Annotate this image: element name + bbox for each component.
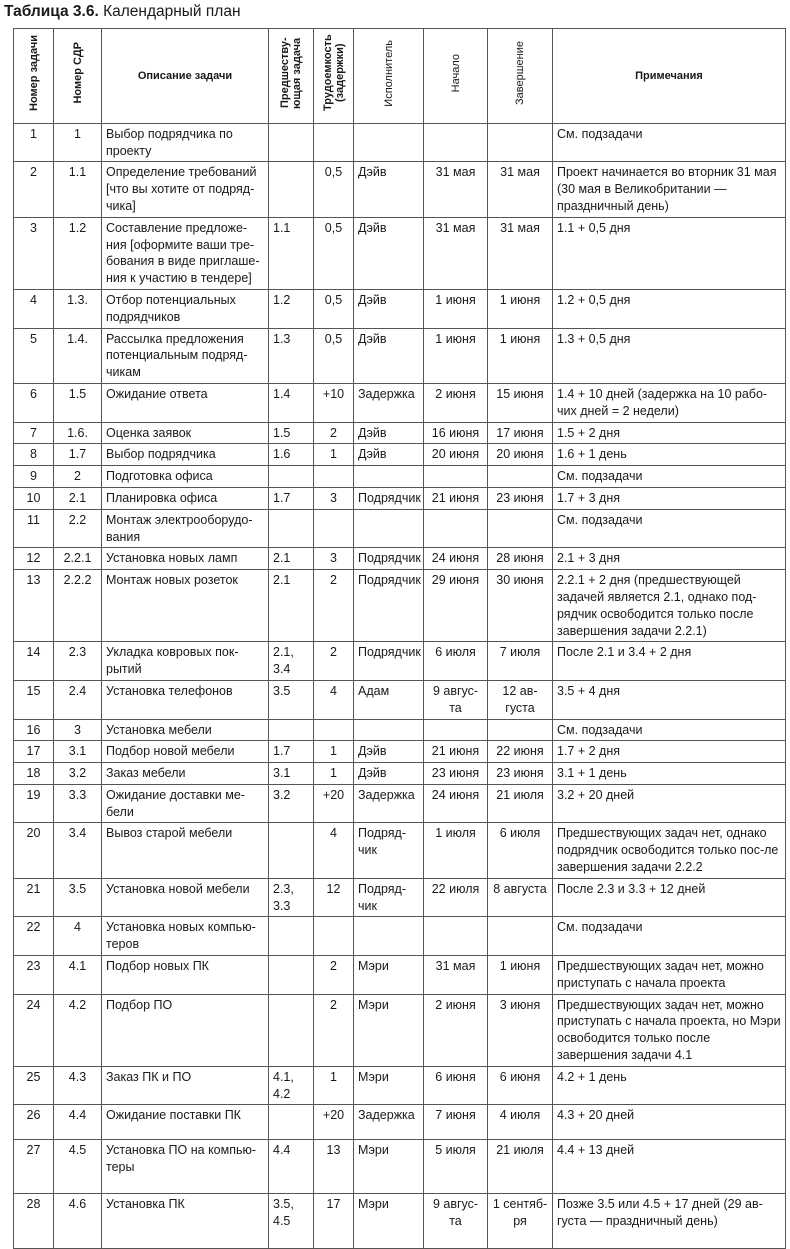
cell-description: Установка новой мебели [102,878,269,917]
cell-assignee [354,123,424,162]
cell-assignee: Подрядчик [354,487,424,509]
cell-wbs-no: 4.6 [54,1194,102,1249]
cell-description: Установка ПК [102,1194,269,1249]
cell-start [424,917,488,956]
cell-finish: 1 июня [488,289,553,328]
table-row [14,1066,786,1105]
cell-start: 16 июня [424,422,488,444]
cell-start: 31 мая [424,162,488,217]
cell-predecessor [269,509,314,548]
cell-description: Укладка ковровых пок-рытий [102,642,269,681]
cell-start: 23 июня [424,763,488,785]
cell-assignee: Дэйв [354,741,424,763]
cell-notes: 2.2.1 + 2 дня (предшествующей задачей является 2.1, однако под-рядчик освободится только после завершения задачи 2.2.1) [553,570,786,642]
cell-effort: 4 [314,823,354,878]
cell-predecessor: 1.6 [269,444,314,466]
cell-notes: Предшествующих задач нет, можно приступать с начала проекта, но Мэри освободится только после завершения задачи 4.1 [553,994,786,1066]
cell-effort: +20 [314,784,354,823]
cell-notes: После 2.3 и 3.3 + 12 дней [553,878,786,917]
cell-predecessor: 1.1 [269,217,314,289]
cell-predecessor: 1.4 [269,383,314,422]
cell-finish: 23 июня [488,763,553,785]
cell-start: 31 мая [424,956,488,995]
cell-start [424,466,488,488]
cell-start [424,509,488,548]
cell-task-no: 10 [14,487,54,509]
cell-effort: 1 [314,763,354,785]
cell-assignee: Мэри [354,1140,424,1194]
cell-predecessor: 2.3, 3.3 [269,878,314,917]
cell-notes: 1.7 + 3 дня [553,487,786,509]
cell-description: Установка мебели [102,719,269,741]
table-row [14,217,786,289]
cell-start [424,123,488,162]
cell-task-no: 28 [14,1194,54,1249]
cell-description: Подготовка офиса [102,466,269,488]
cell-effort: 2 [314,422,354,444]
cell-start: 1 июня [424,289,488,328]
cell-assignee: Дэйв [354,444,424,466]
cell-description: Установка новых ламп [102,548,269,570]
cell-finish: 15 июня [488,383,553,422]
cell-effort: 1 [314,1066,354,1105]
col-header-assignee: Исполнитель [354,29,424,124]
table-row [14,784,786,823]
table-row [14,680,786,719]
cell-finish: 8 августа [488,878,553,917]
cell-task-no: 11 [14,509,54,548]
cell-predecessor [269,994,314,1066]
cell-notes: 1.3 + 0,5 дня [553,328,786,383]
cell-wbs-no: 4.4 [54,1105,102,1140]
cell-wbs-no: 3.2 [54,763,102,785]
cell-wbs-no: 1.4. [54,328,102,383]
cell-task-no: 4 [14,289,54,328]
table-row [14,1140,786,1194]
cell-task-no: 14 [14,642,54,681]
cell-description: Заказ мебели [102,763,269,785]
cell-wbs-no: 3.1 [54,741,102,763]
table-row [14,1105,786,1140]
cell-start: 7 июня [424,1105,488,1140]
cell-effort: 3 [314,487,354,509]
cell-start: 24 июня [424,548,488,570]
cell-wbs-no: 4.5 [54,1140,102,1194]
cell-wbs-no: 1.6. [54,422,102,444]
cell-task-no: 6 [14,383,54,422]
cell-finish: 1 июня [488,328,553,383]
table-row [14,642,786,681]
cell-description: Выбор подрядчика по проекту [102,123,269,162]
cell-wbs-no: 2.2.1 [54,548,102,570]
cell-wbs-no: 2.1 [54,487,102,509]
cell-start: 29 июня [424,570,488,642]
cell-finish: 22 июня [488,741,553,763]
cell-wbs-no: 1.7 [54,444,102,466]
cell-effort: 0,5 [314,162,354,217]
cell-effort: 0,5 [314,289,354,328]
table-row [14,466,786,488]
cell-finish [488,719,553,741]
table-row [14,328,786,383]
cell-start: 2 июня [424,994,488,1066]
cell-finish: 20 июня [488,444,553,466]
table-row [14,162,786,217]
cell-description: Ожидание поставки ПК [102,1105,269,1140]
cell-predecessor [269,823,314,878]
cell-assignee: Дэйв [354,217,424,289]
cell-notes: 3.5 + 4 дня [553,680,786,719]
cell-predecessor [269,719,314,741]
col-header-predecessor: Предшеству-ющая задача [269,29,314,124]
cell-assignee: Задержка [354,784,424,823]
cell-effort [314,917,354,956]
cell-start: 9 авгус-та [424,1194,488,1249]
cell-finish [488,466,553,488]
cell-assignee: Дэйв [354,328,424,383]
cell-finish [488,123,553,162]
cell-notes: 4.2 + 1 день [553,1066,786,1105]
table-row [14,123,786,162]
cell-predecessor: 2.1 [269,570,314,642]
schedule-table [13,28,786,1249]
cell-assignee: Подрядчик [354,570,424,642]
cell-task-no: 27 [14,1140,54,1194]
cell-wbs-no: 4.2 [54,994,102,1066]
cell-notes: Предшествующих задач нет, можно приступать с начала проекта [553,956,786,995]
cell-notes: 2.1 + 3 дня [553,548,786,570]
cell-start: 24 июня [424,784,488,823]
cell-effort: 17 [314,1194,354,1249]
cell-predecessor: 3.5, 4.5 [269,1194,314,1249]
cell-predecessor [269,162,314,217]
cell-assignee: Подрядчик [354,548,424,570]
cell-description: Определение требований [что вы хотите от подряд-чика] [102,162,269,217]
cell-description: Ожидание доставки ме-бели [102,784,269,823]
cell-notes: 1.1 + 0,5 дня [553,217,786,289]
cell-notes: 1.2 + 0,5 дня [553,289,786,328]
cell-notes: 1.5 + 2 дня [553,422,786,444]
cell-description: Установка телефонов [102,680,269,719]
cell-effort: 12 [314,878,354,917]
cell-task-no: 5 [14,328,54,383]
col-header-start: Начало [424,29,488,124]
cell-predecessor: 1.7 [269,487,314,509]
cell-assignee: Подряд-чик [354,823,424,878]
cell-effort: +10 [314,383,354,422]
cell-wbs-no: 3 [54,719,102,741]
cell-assignee: Мэри [354,1066,424,1105]
cell-wbs-no: 3.3 [54,784,102,823]
cell-assignee: Мэри [354,994,424,1066]
cell-task-no: 15 [14,680,54,719]
cell-description: Подбор новой мебели [102,741,269,763]
cell-effort: 2 [314,994,354,1066]
cell-description: Монтаж электрооборудо-вания [102,509,269,548]
table-row [14,487,786,509]
cell-task-no: 7 [14,422,54,444]
table-row [14,956,786,995]
cell-notes: 3.1 + 1 день [553,763,786,785]
cell-predecessor [269,466,314,488]
cell-wbs-no: 2.2.2 [54,570,102,642]
cell-assignee: Дэйв [354,422,424,444]
cell-notes: Позже 3.5 или 4.5 + 17 дней (29 ав-густа — праздничный день) [553,1194,786,1249]
cell-task-no: 2 [14,162,54,217]
cell-notes: См. подзадачи [553,917,786,956]
cell-assignee: Дэйв [354,763,424,785]
cell-task-no: 12 [14,548,54,570]
cell-finish: 28 июня [488,548,553,570]
cell-notes: См. подзадачи [553,719,786,741]
cell-notes: 1.4 + 10 дней (задержка на 10 рабо-чих дней = 2 недели) [553,383,786,422]
table-caption [4,2,241,22]
cell-task-no: 19 [14,784,54,823]
cell-effort: 3 [314,548,354,570]
header-row [14,29,786,124]
cell-notes: После 2.1 и 3.4 + 2 дня [553,642,786,681]
cell-wbs-no: 3.5 [54,878,102,917]
table-row [14,994,786,1066]
cell-predecessor [269,956,314,995]
cell-task-no: 8 [14,444,54,466]
cell-wbs-no: 2.2 [54,509,102,548]
col-header-effort: Трудоемкость (задержки) [314,29,354,124]
cell-effort: 1 [314,741,354,763]
cell-assignee: Дэйв [354,289,424,328]
table-row [14,917,786,956]
cell-wbs-no: 1.2 [54,217,102,289]
table-row [14,548,786,570]
cell-assignee [354,917,424,956]
cell-wbs-no: 4.1 [54,956,102,995]
cell-start: 1 июля [424,823,488,878]
cell-assignee: Мэри [354,1194,424,1249]
cell-start: 1 июня [424,328,488,383]
cell-start: 6 июля [424,642,488,681]
cell-assignee: Мэри [354,956,424,995]
cell-description: Подбор ПО [102,994,269,1066]
caption-title: Календарный план [103,3,241,20]
cell-task-no: 13 [14,570,54,642]
cell-finish: 31 мая [488,217,553,289]
table-row [14,383,786,422]
cell-assignee: Задержка [354,1105,424,1140]
cell-description: Выбор подрядчика [102,444,269,466]
cell-task-no: 3 [14,217,54,289]
cell-assignee: Подрядчик [354,642,424,681]
cell-finish: 12 ав-густа [488,680,553,719]
cell-wbs-no: 3.4 [54,823,102,878]
cell-start: 20 июня [424,444,488,466]
cell-finish: 4 июля [488,1105,553,1140]
cell-start: 5 июля [424,1140,488,1194]
cell-effort: 0,5 [314,328,354,383]
cell-task-no: 21 [14,878,54,917]
cell-finish: 21 июля [488,784,553,823]
table-row [14,823,786,878]
cell-description: Заказ ПК и ПО [102,1066,269,1105]
cell-start: 22 июля [424,878,488,917]
table-row [14,570,786,642]
cell-notes: См. подзадачи [553,466,786,488]
table-row [14,719,786,741]
cell-effort: 2 [314,642,354,681]
cell-notes: См. подзадачи [553,509,786,548]
cell-predecessor: 1.2 [269,289,314,328]
cell-notes: Проект начинается во вторник 31 мая (30 мая в Великобритании — праздничный день) [553,162,786,217]
cell-wbs-no: 1 [54,123,102,162]
cell-start: 6 июня [424,1066,488,1105]
cell-finish: 7 июля [488,642,553,681]
cell-predecessor: 1.3 [269,328,314,383]
cell-finish: 21 июля [488,1140,553,1194]
cell-effort [314,719,354,741]
table-row [14,289,786,328]
cell-finish: 3 июня [488,994,553,1066]
cell-assignee: Задержка [354,383,424,422]
cell-wbs-no: 1.1 [54,162,102,217]
cell-description: Рассылка предложения потенциальным подряд-чикам [102,328,269,383]
col-header-notes: Примечания [553,29,786,124]
cell-predecessor: 3.2 [269,784,314,823]
cell-predecessor: 1.7 [269,741,314,763]
cell-description: Подбор новых ПК [102,956,269,995]
cell-description: Планировка офиса [102,487,269,509]
cell-predecessor [269,1105,314,1140]
cell-description: Составление предложе-ния [оформите ваши тре-бования в виде приглаше-ния к участию в тендере] [102,217,269,289]
table-row [14,422,786,444]
cell-description: Установка ПО на компью-теры [102,1140,269,1194]
cell-description: Ожидание ответа [102,383,269,422]
cell-predecessor: 2.1, 3.4 [269,642,314,681]
cell-finish: 31 мая [488,162,553,217]
cell-wbs-no: 4.3 [54,1066,102,1105]
col-header-wbs-no: Номер СДР [54,29,102,124]
cell-start: 31 мая [424,217,488,289]
cell-start [424,719,488,741]
cell-description: Отбор потенциальных подрядчиков [102,289,269,328]
cell-wbs-no: 2.4 [54,680,102,719]
cell-predecessor [269,917,314,956]
cell-task-no: 17 [14,741,54,763]
cell-finish [488,917,553,956]
cell-predecessor [269,123,314,162]
cell-notes: 4.3 + 20 дней [553,1105,786,1140]
cell-task-no: 24 [14,994,54,1066]
cell-assignee: Подряд-чик [354,878,424,917]
col-header-task-no: Номер задачи [14,29,54,124]
cell-wbs-no: 4 [54,917,102,956]
cell-description: Установка новых компью-теров [102,917,269,956]
cell-start: 21 июня [424,487,488,509]
cell-task-no: 16 [14,719,54,741]
cell-effort [314,123,354,162]
cell-effort [314,466,354,488]
col-header-description: Описание задачи [102,29,269,124]
table-row [14,763,786,785]
cell-finish: 1 сентяб-ря [488,1194,553,1249]
cell-notes: 3.2 + 20 дней [553,784,786,823]
cell-notes: 4.4 + 13 дней [553,1140,786,1194]
table-row [14,444,786,466]
cell-effort: 0,5 [314,217,354,289]
cell-finish: 1 июня [488,956,553,995]
cell-wbs-no: 1.5 [54,383,102,422]
cell-task-no: 25 [14,1066,54,1105]
cell-finish: 23 июня [488,487,553,509]
col-header-finish: Завершение [488,29,553,124]
cell-start: 21 июня [424,741,488,763]
cell-finish: 17 июня [488,422,553,444]
cell-notes: Предшествующих задач нет, однако подрядчик освободится только пос-ле завершения задачи 2.2.2 [553,823,786,878]
cell-task-no: 22 [14,917,54,956]
cell-task-no: 1 [14,123,54,162]
cell-assignee [354,466,424,488]
cell-predecessor: 4.4 [269,1140,314,1194]
cell-finish: 6 июня [488,1066,553,1105]
cell-notes: См. подзадачи [553,123,786,162]
table-row [14,878,786,917]
cell-effort: 2 [314,956,354,995]
cell-notes: 1.6 + 1 день [553,444,786,466]
caption-label: Таблица 3.6. [4,3,99,20]
cell-description: Оценка заявок [102,422,269,444]
cell-assignee [354,719,424,741]
cell-effort: 1 [314,444,354,466]
cell-task-no: 20 [14,823,54,878]
cell-wbs-no: 1.3. [54,289,102,328]
cell-notes: 1.7 + 2 дня [553,741,786,763]
cell-description: Вывоз старой мебели [102,823,269,878]
cell-predecessor: 1.5 [269,422,314,444]
cell-task-no: 9 [14,466,54,488]
cell-effort: 4 [314,680,354,719]
cell-task-no: 26 [14,1105,54,1140]
cell-predecessor: 3.5 [269,680,314,719]
cell-start: 2 июня [424,383,488,422]
cell-effort [314,509,354,548]
table-row [14,741,786,763]
cell-effort: 2 [314,570,354,642]
table-row [14,1194,786,1249]
cell-finish [488,509,553,548]
cell-effort: +20 [314,1105,354,1140]
cell-predecessor: 4.1, 4.2 [269,1066,314,1105]
cell-wbs-no: 2 [54,466,102,488]
cell-description: Монтаж новых розеток [102,570,269,642]
cell-assignee: Дэйв [354,162,424,217]
cell-assignee: Адам [354,680,424,719]
cell-effort: 13 [314,1140,354,1194]
cell-task-no: 18 [14,763,54,785]
cell-predecessor: 3.1 [269,763,314,785]
cell-start: 9 авгус-та [424,680,488,719]
cell-finish: 6 июля [488,823,553,878]
table-row [14,509,786,548]
cell-task-no: 23 [14,956,54,995]
cell-predecessor: 2.1 [269,548,314,570]
cell-assignee [354,509,424,548]
cell-wbs-no: 2.3 [54,642,102,681]
cell-finish: 30 июня [488,570,553,642]
